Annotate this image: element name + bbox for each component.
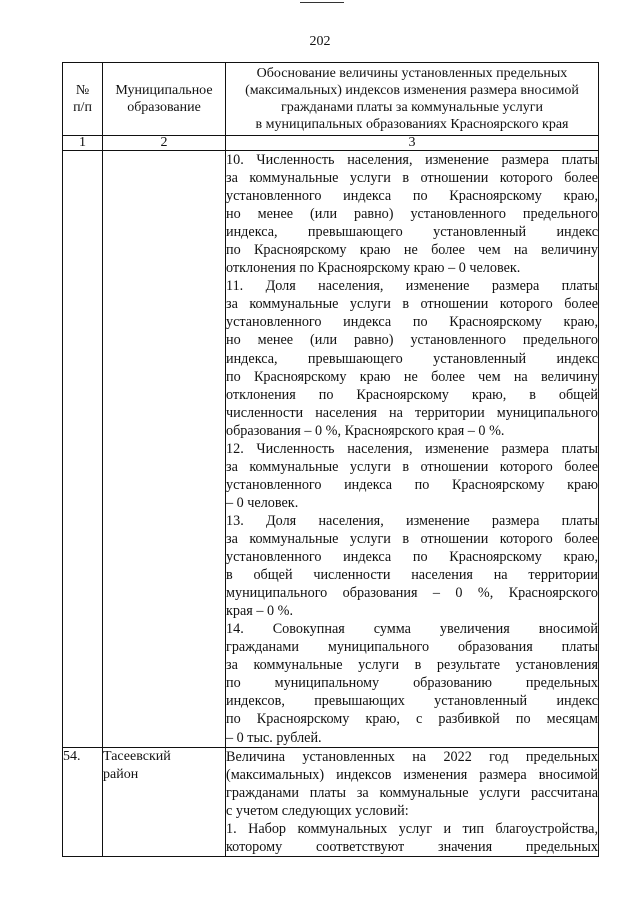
header-number-line: п/п	[73, 100, 92, 115]
paragraph-line: Величина установленных на 2022 год предельных	[226, 748, 598, 765]
paragraph-line: установленного индекса по Красноярскому краю,	[226, 314, 598, 331]
column-numbers-row	[63, 136, 599, 151]
paragraph-line: численности населения на территории муниципального	[226, 404, 598, 421]
row-justification-cell	[226, 747, 599, 856]
header-justification-cell	[226, 63, 599, 136]
paragraph-line: 12. Численность населения, изменение размера платы	[226, 440, 598, 457]
paragraph	[226, 820, 598, 856]
header-municipality-cell	[103, 63, 226, 136]
paragraph-line: которому соответствуют значения предельных	[226, 838, 598, 855]
paragraph-line: – 0 тыс. рублей.	[226, 729, 322, 746]
header-number-line: №	[75, 83, 90, 98]
row-justification-cell	[226, 151, 599, 748]
header-justification-line: (максимальных) индексов изменения размера вносимой	[245, 83, 579, 98]
paragraph-line: за коммунальные услуги в результате установления	[226, 657, 598, 674]
paragraph-line: установленного индекса по Красноярскому краю,	[226, 549, 598, 566]
municipality-line: Тасеевский	[103, 748, 171, 764]
paragraph-line: за коммунальные услуги в отношении которого более	[226, 458, 598, 475]
municipality-line: район	[103, 766, 139, 782]
paragraph-line: но менее (или равно) установленного предельного	[226, 206, 598, 223]
paragraph-line: 10. Численность населения, изменение размера платы	[226, 152, 598, 168]
row-number: 54.	[63, 747, 103, 856]
paragraph-line: но менее (или равно) установленного предельного	[226, 332, 598, 349]
paragraph-line: гражданами муниципального образования платы	[226, 639, 598, 656]
header-municipality-line: Муниципальное	[115, 83, 213, 98]
paragraph	[226, 620, 598, 746]
paragraph-line: по Красноярскому краю не более чем на величину	[226, 242, 598, 259]
paragraph-line: по Красноярскому краю не более чем на величину	[226, 368, 598, 385]
header-justification-line: в муниципальных образованиях Красноярского края	[255, 117, 569, 132]
paragraph-line: индекса, превышающего установленный индекс	[226, 350, 598, 367]
column-number: 3	[226, 136, 599, 151]
page-number: 202	[309, 34, 331, 49]
row-number-cell-empty	[63, 151, 103, 748]
paragraph-line: 13. Доля населения, изменение размера платы	[226, 512, 598, 529]
paragraph-line: индексов, превышающих установленный индекс	[226, 693, 598, 710]
paragraph	[226, 512, 598, 620]
row-municipality-cell-empty	[103, 151, 226, 748]
top-mark	[300, 2, 344, 3]
paragraph	[226, 748, 598, 820]
paragraph-line: по муниципальному образованию предельных	[226, 675, 598, 692]
paragraph-line: установленного индекса по Красноярскому краю	[226, 476, 598, 493]
paragraph-line: края – 0 %.	[226, 603, 294, 620]
paragraph-line: образования – 0 %, Красноярского края – 0 %.	[226, 422, 505, 439]
paragraph-line: муниципального образования – 0 %, Красноярского	[226, 585, 598, 602]
table-row-continued	[63, 151, 599, 748]
paragraph-line: по Красноярскому краю, с разбивкой по месяцам	[226, 711, 598, 728]
header-justification-line: Обоснование величины установленных предельных	[256, 66, 568, 81]
paragraph-line: 1. Набор коммунальных услуг и тип благоустройства,	[226, 820, 598, 837]
paragraph-line: индекса, превышающего установленный индекс	[226, 224, 598, 241]
paragraph-line: в общей численности населения на территории	[226, 567, 598, 584]
column-number: 1	[63, 136, 103, 151]
paragraph-line: – 0 человек.	[226, 494, 299, 511]
paragraph-line: отклонения по Красноярскому краю, в общей	[226, 386, 598, 403]
paragraph-line: за коммунальные услуги в отношении которого более	[226, 170, 598, 187]
table-row-54	[63, 747, 599, 856]
header-number-cell	[63, 63, 103, 136]
paragraph	[226, 440, 598, 512]
header-justification-line: гражданами платы за коммунальные услуги	[281, 100, 543, 115]
paragraph-line: гражданами платы за коммунальные услуги рассчитана	[226, 784, 598, 801]
paragraph-line: 11. Доля населения, изменение размера платы	[226, 278, 598, 295]
paragraph-line: с учетом следующих условий:	[226, 802, 409, 819]
paragraph-line: отклонения по Красноярскому краю – 0 человек.	[226, 260, 521, 277]
paragraph	[226, 151, 598, 277]
paragraph-line: за коммунальные услуги в отношении которого более	[226, 296, 598, 313]
paragraph-line: установленного индекса по Красноярскому краю,	[226, 188, 598, 205]
header-municipality-line: образование	[127, 100, 201, 115]
paragraph-line: 14. Совокупная сумма увеличения вносимой	[226, 621, 598, 638]
paragraph-line: за коммунальные услуги в отношении которого более	[226, 530, 598, 547]
table-header-row	[63, 63, 599, 136]
paragraph-line: (максимальных) индексов изменения размера вносимой	[226, 766, 598, 783]
paragraph	[226, 277, 598, 439]
column-number: 2	[103, 136, 226, 151]
justification-table	[62, 62, 599, 857]
row-municipality	[103, 747, 226, 856]
